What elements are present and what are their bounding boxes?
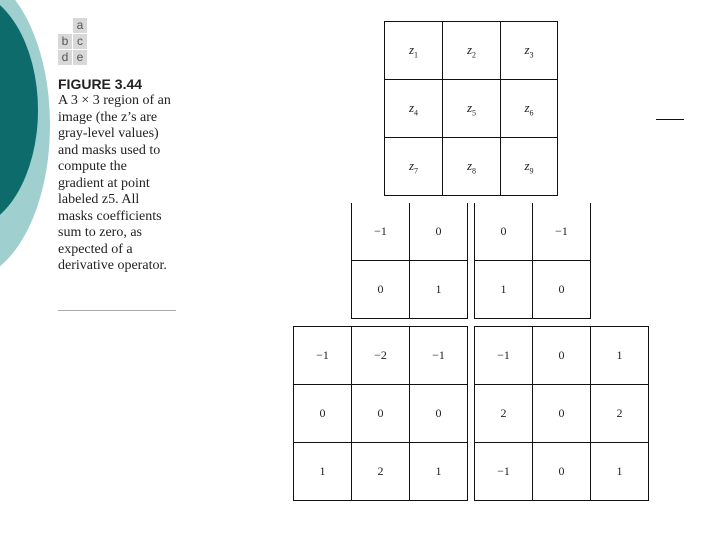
z-subscript: 6 <box>529 108 534 118</box>
caption-divider <box>58 310 176 311</box>
z-subscript: 9 <box>529 166 534 176</box>
region-cell-symbol <box>409 158 418 176</box>
image-region-grid <box>384 21 558 196</box>
mask-cell: −1 <box>533 203 591 261</box>
region-cell <box>385 80 443 138</box>
mask-cell: −1 <box>475 327 533 385</box>
figure-caption-text: A 3 × 3 region of an image (the z’s are gray-level values) and masks used to compute the gradient at point labeled z5. All masks coefficients sum to zero, as expected of a derivative operator. <box>58 93 171 273</box>
mask-cell: 0 <box>533 385 591 443</box>
z-symbol: z <box>408 157 415 173</box>
z-subscript: 4 <box>414 108 419 118</box>
z-subscript: 7 <box>414 166 419 176</box>
region-cell <box>443 22 501 80</box>
mask-cell: −1 <box>352 203 410 261</box>
region-cell-symbol <box>524 100 533 118</box>
legend-cell: c <box>73 34 87 49</box>
region-cell-symbol <box>467 158 476 176</box>
z-symbol: z <box>466 41 473 57</box>
legend-cell: a <box>73 18 87 33</box>
region-cell <box>501 80 558 138</box>
region-cell-symbol <box>467 100 476 118</box>
mask-cell: −1 <box>475 443 533 501</box>
mask-cell: 0 <box>533 443 591 501</box>
figure-caption <box>58 76 176 275</box>
legend-cell: b <box>58 34 72 49</box>
mask-cell: 1 <box>591 443 649 501</box>
z-symbol: z <box>524 41 530 57</box>
mask-b <box>351 203 468 319</box>
mask-c <box>474 203 591 319</box>
mask-cell: 2 <box>352 443 410 501</box>
region-cell <box>443 80 501 138</box>
mask-e <box>474 326 649 501</box>
z-subscript: 3 <box>529 50 534 60</box>
mask-cell: 1 <box>410 261 468 319</box>
z-subscript: 5 <box>472 108 477 118</box>
panel-legend <box>58 18 88 66</box>
mask-cell: −1 <box>410 327 468 385</box>
region-cell-symbol <box>524 158 533 176</box>
region-cell-symbol <box>409 42 418 60</box>
z-subscript: 1 <box>414 50 419 60</box>
mask-d <box>293 326 468 501</box>
mask-cell: 0 <box>533 261 591 319</box>
mask-cell: 0 <box>352 261 410 319</box>
legend-cell: e <box>73 50 87 65</box>
region-cell <box>443 138 501 196</box>
mask-cell: 1 <box>475 261 533 319</box>
z-symbol: z <box>524 157 530 173</box>
mask-cell: 2 <box>475 385 533 443</box>
z-subscript: 8 <box>472 166 477 176</box>
z-symbol: z <box>408 99 415 115</box>
region-cell-symbol <box>524 42 533 60</box>
region-cell <box>385 138 443 196</box>
dash-mark <box>656 119 684 120</box>
region-cell <box>501 138 558 196</box>
z-symbol: z <box>466 157 473 173</box>
mask-cell: 0 <box>410 385 468 443</box>
region-cell <box>501 22 558 80</box>
mask-cell: 1 <box>591 327 649 385</box>
region-cell-symbol <box>409 100 418 118</box>
region-cell <box>385 22 443 80</box>
mask-cell: 1 <box>294 443 352 501</box>
mask-cell: 0 <box>410 203 468 261</box>
z-symbol: z <box>466 99 473 115</box>
z-symbol: z <box>524 99 530 115</box>
legend-cell: d <box>58 50 72 65</box>
region-cell-symbol <box>467 42 476 60</box>
z-subscript: 2 <box>472 50 477 60</box>
legend-cell <box>58 18 72 33</box>
mask-cell: 0 <box>294 385 352 443</box>
mask-cell: 2 <box>591 385 649 443</box>
mask-cell: 0 <box>475 203 533 261</box>
mask-cell: 1 <box>410 443 468 501</box>
figure-title: FIGURE 3.44 <box>58 76 143 92</box>
mask-cell: 0 <box>533 327 591 385</box>
mask-cell: 0 <box>352 385 410 443</box>
mask-cell: −1 <box>294 327 352 385</box>
mask-cell: −2 <box>352 327 410 385</box>
z-symbol: z <box>408 41 415 57</box>
